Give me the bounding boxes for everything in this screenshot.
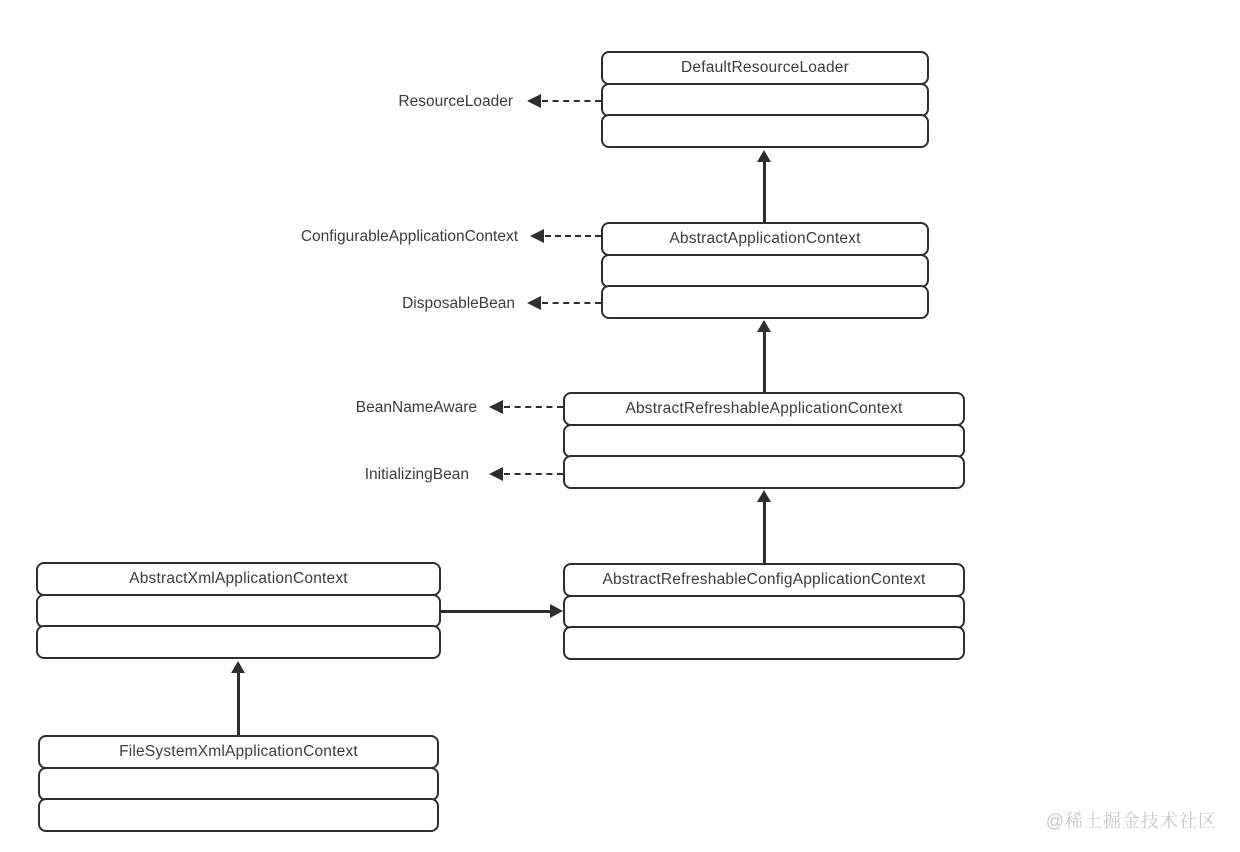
arrow-left-icon [530,229,544,243]
extends-edge [763,330,766,392]
class-fields-compartment [601,254,929,288]
implements-edge [542,302,601,304]
class-fields-compartment [38,767,439,801]
class-title: AbstractRefreshableApplicationContext [563,392,965,426]
class-box-abstract-xml-application-context [36,562,441,659]
class-box-default-resource-loader [601,51,929,148]
extends-edge [441,610,552,613]
class-methods-compartment [563,455,965,489]
class-methods-compartment [601,114,929,148]
class-box-abstract-refreshable-config-application-context [563,563,965,660]
arrow-left-icon [527,94,541,108]
class-box-abstract-refreshable-application-context [563,392,965,489]
class-fields-compartment [563,595,965,629]
class-title: DefaultResourceLoader [601,51,929,85]
arrow-left-icon [489,467,503,481]
extends-edge [237,671,240,735]
arrow-left-icon [489,400,503,414]
extends-edge [763,500,766,563]
arrow-right-icon [550,604,563,618]
class-fields-compartment [601,83,929,117]
interface-label-initializing-bean: InitializingBean [364,466,469,483]
interface-label-resource-loader: ResourceLoader [398,93,513,110]
class-methods-compartment [563,626,965,660]
interface-label-configurable-application-context: ConfigurableApplicationContext [300,228,518,245]
class-methods-compartment [38,798,439,832]
class-title: AbstractXmlApplicationContext [36,562,441,596]
extends-edge [763,160,766,222]
class-box-file-system-xml-application-context [38,735,439,832]
class-box-abstract-application-context [601,222,929,319]
class-fields-compartment [563,424,965,458]
class-methods-compartment [36,625,441,659]
interface-label-bean-name-aware: BeanNameAware [355,399,477,416]
class-methods-compartment [601,285,929,319]
class-fields-compartment [36,594,441,628]
watermark: @稀土掘金技术社区 [1045,811,1217,831]
interface-label-disposable-bean: DisposableBean [402,295,515,312]
implements-edge [545,235,601,237]
class-title: AbstractApplicationContext [601,222,929,256]
arrow-left-icon [527,296,541,310]
implements-edge [504,473,563,475]
class-title: AbstractRefreshableConfigApplicationContext [563,563,965,597]
implements-edge [542,100,601,102]
class-title: FileSystemXmlApplicationContext [38,735,439,769]
implements-edge [504,406,563,408]
